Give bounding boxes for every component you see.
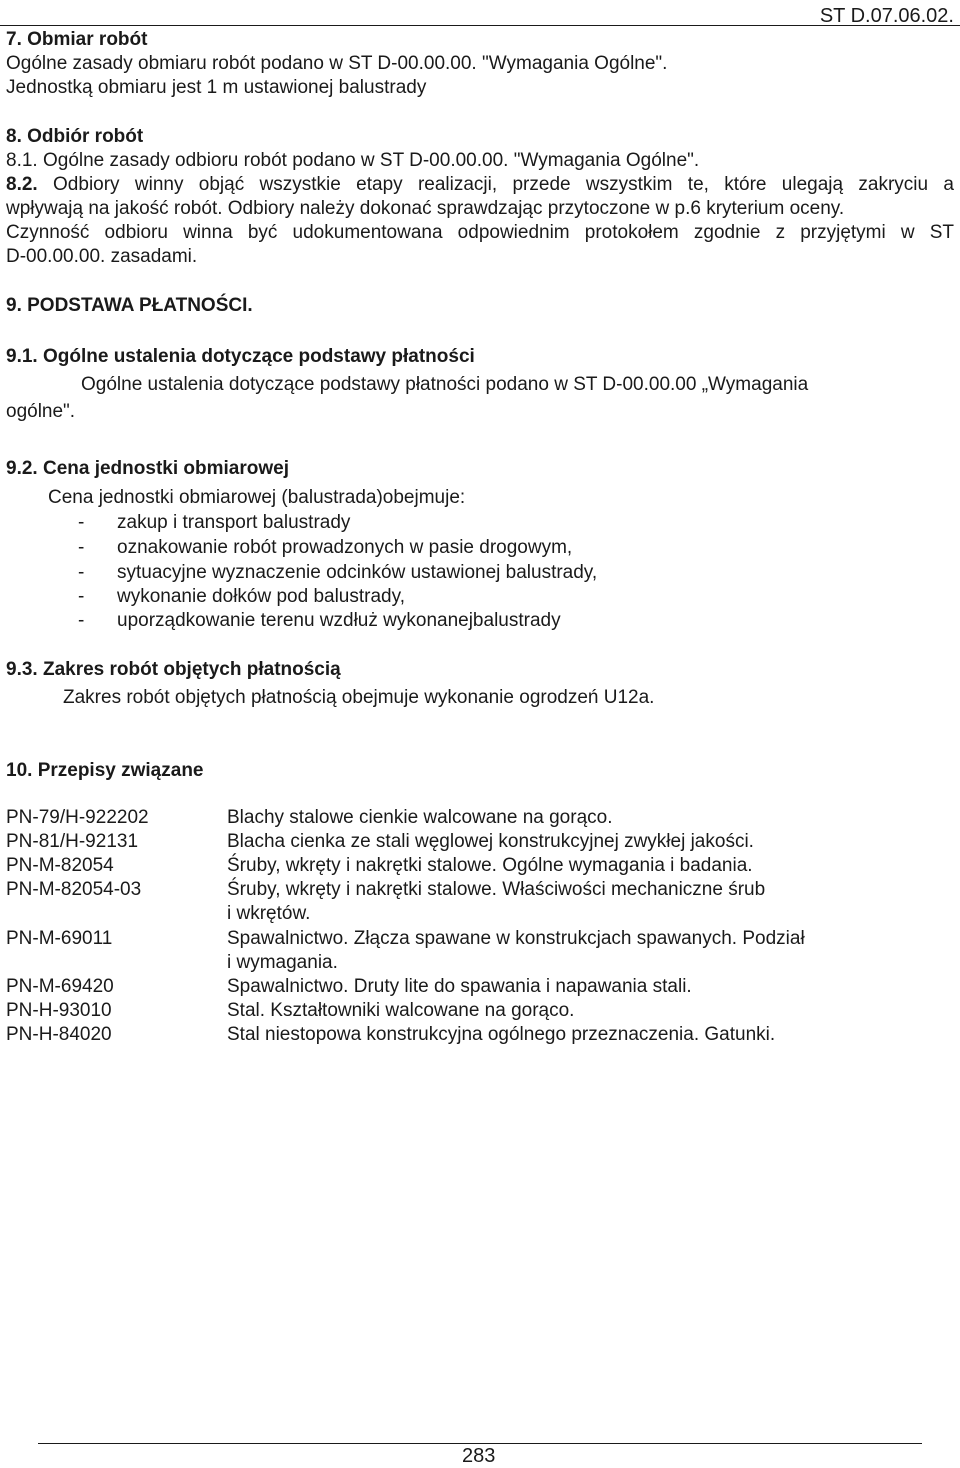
ref-desc-continued: i wkrętów. — [227, 903, 311, 924]
section-9-1-line1: Ogólne ustalenia dotyczące podstawy płatności podano w ST D-00.00.00 „Wymagania — [81, 374, 809, 395]
bullet-dash: - — [78, 537, 85, 558]
bullet-dash: - — [78, 586, 85, 607]
section-8-2-line2: wpływają na jakość robót. Odbiory należy dokonać sprawdzając przytoczone w p.6 kryterium oceny. — [6, 198, 845, 219]
ref-code: PN-79/H-922202 — [6, 807, 149, 828]
list-item: oznakowanie robót prowadzonych w pasie drogowym, — [117, 537, 573, 558]
list-item: wykonanie dołków pod balustrady, — [117, 586, 405, 607]
ref-desc: Blachy stalowe cienkie walcowane na gorąco. — [227, 807, 613, 828]
ref-code: PN-81/H-92131 — [6, 831, 139, 852]
ref-desc: Stal niestopowa konstrukcyjna ogólnego przeznaczenia. Gatunki. — [227, 1024, 776, 1045]
section-10-heading: 10. Przepisy związane — [6, 760, 204, 781]
doc-code: ST D.07.06.02. — [819, 5, 954, 27]
ref-code: PN-M-82054 — [6, 855, 114, 876]
section-7-line2: Jednostką obmiaru jest 1 m ustawionej balustrady — [6, 77, 427, 98]
section-7-line1: Ogólne zasady obmiaru robót podano w ST D-00.00.00. "Wymagania Ogólne". — [6, 53, 668, 74]
ref-desc: Śruby, wkręty i nakrętki stalowe. Właściwości mechaniczne śrub — [227, 879, 766, 900]
ref-code: PN-M-69011 — [6, 928, 113, 949]
ref-code: PN-M-69420 — [6, 976, 114, 997]
section-8-2-line4: D-00.00.00. zasadami. — [6, 246, 198, 267]
list-item: sytuacyjne wyznaczenie odcinków ustawionej balustrady, — [117, 562, 598, 583]
ref-code: PN-H-93010 — [6, 1000, 112, 1021]
ref-desc: Spawalnictwo. Złącza spawane w konstrukcjach spawanych. Podział — [227, 928, 805, 949]
section-9-3-line: Zakres robót objętych płatnością obejmuje wykonanie ogrodzeń U12a. — [63, 687, 655, 708]
bullet-dash: - — [78, 512, 85, 533]
ref-code: PN-M-82054-03 — [6, 879, 142, 900]
section-9-2-intro: Cena jednostki obmiarowej (balustrada)obejmuje: — [48, 487, 466, 508]
ref-desc: Stal. Kształtowniki walcowane na gorąco. — [227, 1000, 575, 1021]
section-8-2-line3: Czynność odbioru winna być udokumentowana odpowiednim protokołem zgodnie z przyjętymi w ST — [6, 222, 954, 243]
list-item: zakup i transport balustrady — [117, 512, 351, 533]
page-number: 283 — [462, 1445, 496, 1467]
section-9-1-line2: ogólne". — [6, 401, 76, 422]
ref-code: PN-H-84020 — [6, 1024, 112, 1045]
list-item: uporządkowanie terenu wzdłuż wykonanejbalustrady — [117, 610, 561, 631]
bullet-dash: - — [78, 562, 85, 583]
section-9-heading: 9. PODSTAWA PŁATNOŚCI. — [6, 295, 253, 316]
ref-desc: Spawalnictwo. Druty lite do spawania i napawania stali. — [227, 976, 692, 997]
ref-desc-continued: i wymagania. — [227, 952, 338, 973]
section-9-2-heading: 9.2. Cena jednostki obmiarowej — [6, 458, 289, 479]
section-8-2-text1: Odbiory winny objąć wszystkie etapy realizacji, przede wszystkim te, które ulegają zakryciu a — [53, 174, 954, 195]
ref-desc: Śruby, wkręty i nakrętki stalowe. Ogólne wymagania i badania. — [227, 855, 753, 876]
header-rule — [0, 25, 960, 26]
section-9-1-heading: 9.1. Ogólne ustalenia dotyczące podstawy płatności — [6, 346, 475, 367]
section-9-3-heading: 9.3. Zakres robót objętych płatnością — [6, 659, 341, 680]
bullet-dash: - — [78, 610, 85, 631]
section-8-2-line1 — [6, 173, 954, 197]
section-8-2-number: 8.2. — [6, 174, 38, 195]
ref-desc: Blacha cienka ze stali węglowej konstrukcyjnej zwykłej jakości. — [227, 831, 754, 852]
section-8-1: 8.1. Ogólne zasady odbioru robót podano w ST D-00.00.00. "Wymagania Ogólne". — [6, 150, 700, 171]
section-8-heading: 8. Odbiór robót — [6, 126, 144, 147]
section-7-heading: 7. Obmiar robót — [6, 29, 148, 50]
